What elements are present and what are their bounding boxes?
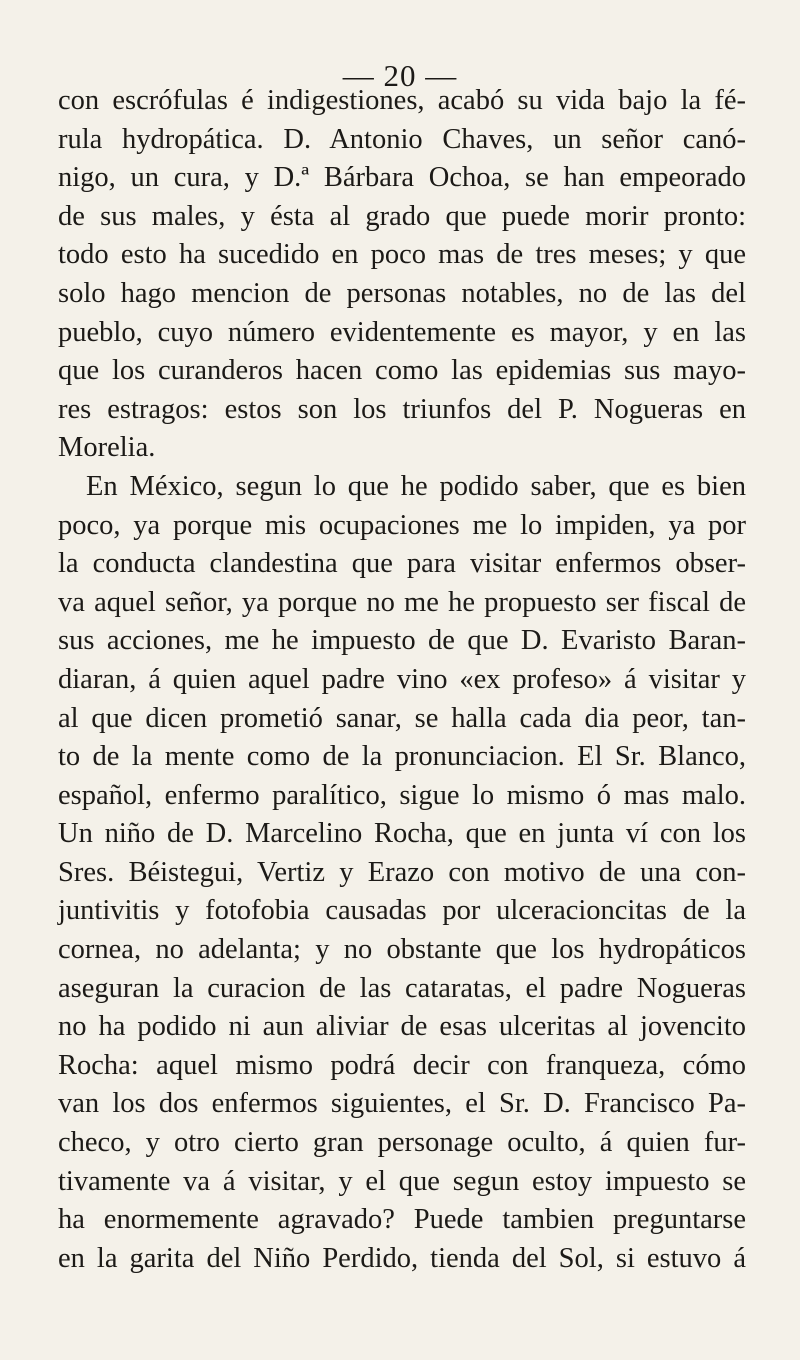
text-line: to de la mente como de la pronunciacion. El Sr. Blanco,: [58, 741, 746, 773]
text-line: de sus males, y ésta al grado que puede morir pronto:: [58, 200, 746, 232]
text-line: van los dos enfermos siguientes, el Sr. D. Francisco Pa-: [58, 1088, 746, 1120]
text-line: poco, ya porque mis ocupaciones me lo impiden, ya por: [58, 509, 746, 541]
paragraph-1: [58, 82, 746, 468]
text-line: juntivitis y fotofobia causadas por ulceracioncitas de la: [58, 895, 746, 927]
text-line: pueblo, cuyo número evidentemente es mayor, y en las: [58, 316, 746, 348]
text-line: que los curanderos hacen como las epidemias sus mayo-: [58, 355, 746, 387]
text-line: la conducta clandestina que para visitar enfermos obser-: [58, 548, 746, 580]
text-line: En México, segun lo que he podido saber, que es bien: [86, 470, 746, 502]
text-line: Rocha: aquel mismo podrá decir con franqueza, cómo: [58, 1049, 746, 1081]
text-line: va aquel señor, ya porque no me he propuesto ser fiscal de: [58, 586, 746, 618]
text-line: checo, y otro cierto gran personage oculto, á quien fur-: [58, 1127, 746, 1159]
text-line: español, enfermo paralítico, sigue lo mismo ó mas malo.: [58, 779, 746, 811]
text-line: sus acciones, me he impuesto de que D. Evaristo Baran-: [58, 625, 746, 657]
body-text: [58, 82, 746, 1278]
text-line: rula hydropática. D. Antonio Chaves, un señor canó-: [58, 123, 746, 155]
text-line: no ha podido ni aun aliviar de esas ulceritas al jovencito: [58, 1011, 746, 1043]
paragraph-2: [58, 468, 746, 1278]
page-number: — 20 —: [342, 58, 458, 93]
text-line: aseguran la curacion de las cataratas, el padre Nogueras: [58, 972, 746, 1004]
text-line: Sres. Béistegui, Vertiz y Erazo con motivo de una con-: [58, 856, 746, 888]
text-line: nigo, un cura, y D.ª Bárbara Ochoa, se han empeorado: [58, 162, 746, 194]
text-line: con escrófulas é indigestiones, acabó su vida bajo la fé-: [58, 85, 746, 116]
text-line: cornea, no adelanta; y no obstante que los hydropáticos: [58, 934, 746, 966]
text-line: res estragos: estos son los triunfos del P. Nogueras en: [58, 393, 746, 425]
text-line: Un niño de D. Marcelino Rocha, que en junta ví con los: [58, 818, 746, 850]
text-line: diaran, á quien aquel padre vino «ex profeso» á visitar y: [58, 663, 746, 695]
text-line: ha enormemente agravado? Puede tambien preguntarse: [58, 1204, 746, 1236]
text-line: al que dicen prometió sanar, se halla cada dia peor, tan-: [58, 702, 746, 734]
text-line: en la garita del Niño Perdido, tienda del Sol, si estuvo á: [58, 1242, 746, 1274]
text-line: solo hago mencion de personas notables, no de las del: [58, 277, 746, 309]
text-line: tivamente va á visitar, y el que segun estoy impuesto se: [58, 1165, 746, 1197]
text-line: todo esto ha sucedido en poco mas de tres meses; y que: [58, 239, 746, 271]
text-line: Morelia.: [58, 432, 156, 464]
